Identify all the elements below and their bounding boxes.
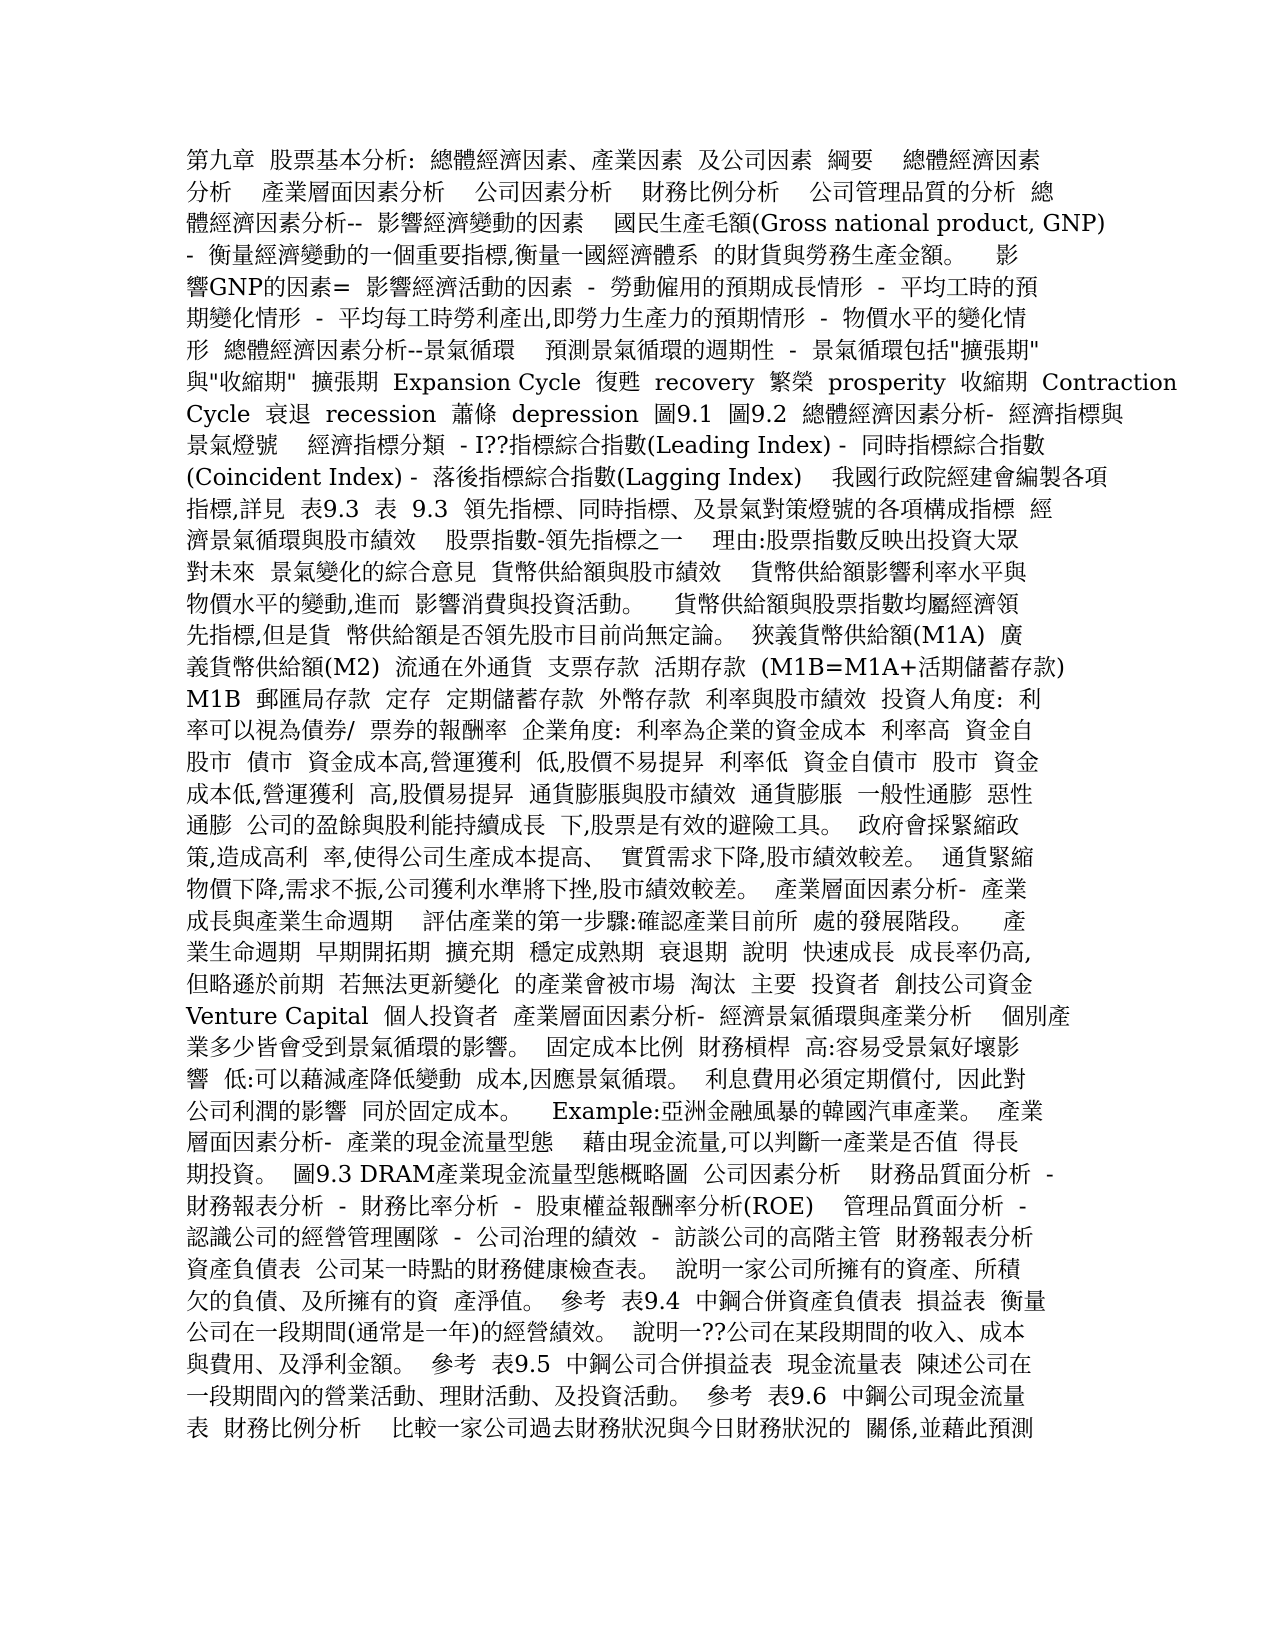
text-line: 欠的負債、及所擁有的資 產淨值。 參考 表9.4 中鋼合併資產負債表 損益表 衡量 <box>186 1288 1047 1315</box>
body-text <box>186 146 1186 1445</box>
text-line: 對未來 景氣變化的綜合意見 貨幣供給額與股市績效 貨幣供給額影響利率水平與 <box>186 559 1027 586</box>
text-line: 期投資。 圖9.3 DRAM產業現金流量型態概略圖 公司因素分析 財務品質面分析 - <box>186 1162 1054 1188</box>
text-line: 物價水平的變動,進而 影響消費與投資活動。 貨幣供給額與股票指數均屬經濟領 <box>186 591 1020 618</box>
text-line: 表 財務比例分析 比較一家公司過去財務狀況與今日財務狀況的 關係,並藉此預測 <box>186 1415 1034 1442</box>
text-line: 資產負債表 公司某一時點的財務健康檢查表。 說明一家公司所擁有的資產、所積 <box>186 1257 1021 1284</box>
text-line: 指標,詳見 表9.3 表 9.3 領先指標、同時指標、及景氣對策燈號的各項構成指標 經 <box>186 496 1053 523</box>
text-line: (Coincident Index) - 落後指標綜合指數(Lagging Index) 我國行政院經建會編製各項 <box>186 464 1108 491</box>
text-line: 景氣燈號 經濟指標分類 - I??指標綜合指數(Leading Index) - 同時指標綜合指數 <box>186 433 1046 460</box>
text-line: 濟景氣循環與股市績效 股票指數-領先指標之一 理由:股票指數反映出投資大眾 <box>186 528 1020 555</box>
text-line: Venture Capital 個人投資者 產業層面因素分析- 經濟景氣循環與產業分析 個別產 <box>186 1003 1071 1030</box>
text-line: 認識公司的經營管理團隊 - 公司治理的績效 - 訪談公司的高階主管 財務報表分析 <box>186 1225 1034 1252</box>
text-line: 第九章 股票基本分析: 總體經濟因素、產業因素 及公司因素 綱要 總體經濟因素 <box>186 148 1041 174</box>
text-line: 層面因素分析- 產業的現金流量型態 藉由現金流量,可以判斷一產業是否值 得長 <box>186 1130 1019 1157</box>
text-line: 與費用、及淨利金額。 參考 表9.5 中鋼公司合併損益表 現金流量表 陳述公司在 <box>186 1352 1032 1379</box>
text-line: 先指標,但是貨 幣供給額是否領先股市目前尚無定論。 狹義貨幣供給額(M1A) 廣 <box>186 623 1023 650</box>
text-line: 但略遜於前期 若無法更新變化 的產業會被市場 淘汰 主要 投資者 創技公司資金 <box>186 971 1033 998</box>
text-line: - 衡量經濟變動的一個重要指標,衡量一國經濟體系 的財貨與勞務生產金額。 影 <box>186 243 1019 270</box>
text-line: 成本低,營運獲利 高,股價易提昇 通貨膨脹與股市績效 通貨膨脹 一般性通膨 惡性 <box>186 781 1033 808</box>
text-line: 通膨 公司的盈餘與股利能持續成長 下,股票是有效的避險工具。 政府會採緊縮政 <box>186 813 1020 840</box>
text-line: 義貨幣供給額(M2) 流通在外通貨 支票存款 活期存款 (M1B=M1A+活期儲蓄存款) <box>186 655 1065 681</box>
text-line: 業生命週期 早期開拓期 擴充期 穩定成熟期 衰退期 說明 快速成長 成長率仍高, <box>186 940 1032 967</box>
text-line: M1B 郵匯局存款 定存 定期儲蓄存款 外幣存款 利率與股市績效 投資人角度: 利 <box>186 686 1042 713</box>
text-line: 業多少皆會受到景氣循環的影響。 固定成本比例 財務槓桿 高:容易受景氣好壞影 <box>186 1035 1020 1062</box>
text-line: 公司在一段期間(通常是一年)的經營績效。 說明一??公司在某段期間的收入、成本 <box>186 1320 1026 1347</box>
text-line: 體經濟因素分析-- 影響經濟變動的因素 國民生產毛額(Gross national product, GNP) <box>186 211 1106 238</box>
text-line: 期變化情形 - 平均每工時勞利產出,即勞力生產力的預期情形 - 物價水平的變化情 <box>186 306 1027 333</box>
text-line: 財務報表分析 - 財務比率分析 - 股東權益報酬率分析(ROE) 管理品質面分析 - <box>186 1193 1027 1220</box>
text-line: 物價下降,需求不振,公司獲利水準將下挫,股市績效較差。 產業層面因素分析- 產業 <box>186 876 1027 903</box>
text-line: 率可以視為債券/ 票券的報酬率 企業角度: 利率為企業的資金成本 利率高 資金自 <box>186 718 1034 745</box>
text-line: 分析 產業層面因素分析 公司因素分析 財務比例分析 公司管理品質的分析 總 <box>186 179 1054 206</box>
text-line: 一段期間內的營業活動、理財活動、及投資活動。 參考 表9.6 中鋼公司現金流量 <box>186 1383 1026 1410</box>
text-line: 響 低:可以藉減產降低變動 成本,因應景氣循環。 利息費用必須定期償付, 因此對 <box>186 1066 1026 1093</box>
text-line: 公司利潤的影響 同於固定成本。 Example:亞洲金融風暴的韓國汽車產業。 產業 <box>186 1098 1044 1125</box>
text-line: 成長與產業生命週期 評估產業的第一步驟:確認產業目前所 處的發展階段。 產 <box>186 908 1026 935</box>
text-line: 與"收縮期" 擴張期 Expansion Cycle 復甦 recovery 繁榮 prosperity 收縮期 Contraction <box>186 369 1178 396</box>
text-line: 策,造成高利 率,使得公司生產成本提高、 實質需求下降,股市績效較差。 通貨緊縮 <box>186 845 1034 872</box>
text-line: Cycle 衰退 recession 蕭條 depression 圖9.1 圖9.2 總體經濟因素分析- 經濟指標與 <box>186 401 1124 428</box>
text-line: 股市 債市 資金成本高,營運獲利 低,股價不易提昇 利率低 資金自債市 股市 資金 <box>186 750 1039 777</box>
text-line: 形 總體經濟因素分析--景氣循環 預測景氣循環的週期性 - 景氣循環包括"擴張期" <box>186 338 1040 365</box>
text-line: 響GNP的因素= 影響經濟活動的因素 - 勞動僱用的預期成長情形 - 平均工時的預 <box>186 274 1038 301</box>
